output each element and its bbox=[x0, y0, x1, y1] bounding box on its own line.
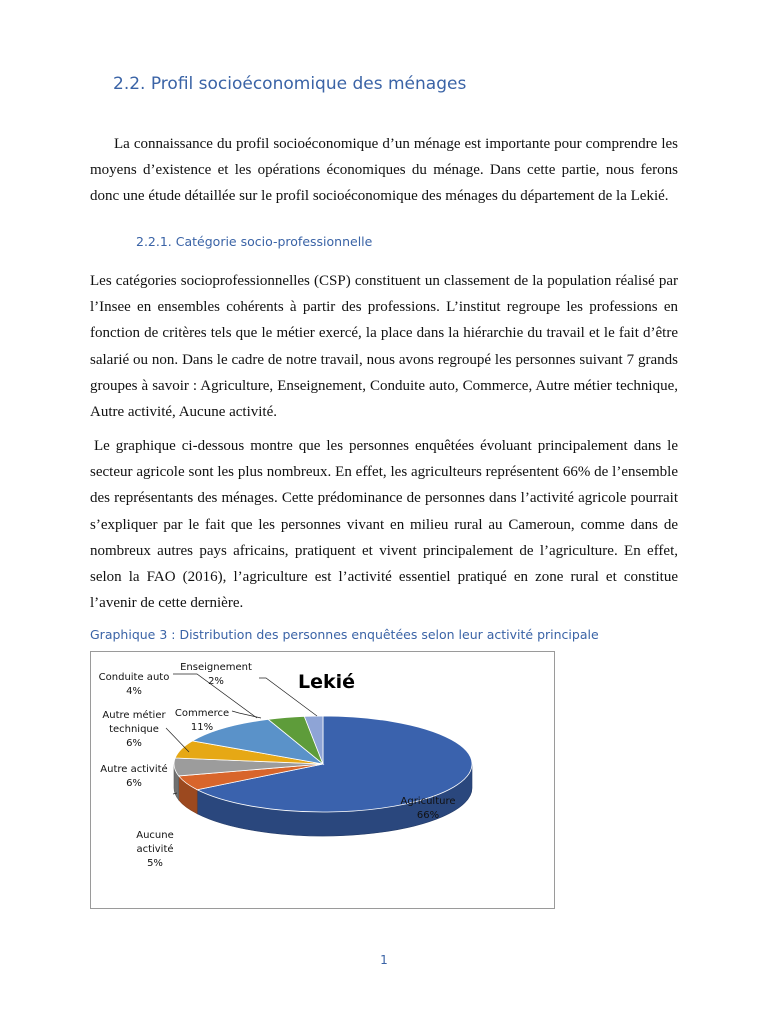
subsection-heading: 2.2.1. Catégorie socio-professionnelle bbox=[136, 234, 373, 249]
pie-chart bbox=[90, 651, 555, 909]
data-label-autre-metier-technique: Autre métier technique 6% bbox=[102, 710, 166, 749]
leader-line-commerce bbox=[232, 711, 261, 718]
page-number: 1 bbox=[380, 953, 388, 967]
data-label-agriculture: Agriculture 66% bbox=[400, 796, 456, 821]
pie-chart-svg bbox=[91, 652, 554, 908]
data-label-conduite-auto: Conduite auto 4% bbox=[98, 672, 170, 697]
data-label-commerce: Commerce 11% bbox=[174, 708, 230, 733]
chart-title: Lekié bbox=[298, 671, 356, 693]
figure-caption: Graphique 3 : Distribution des personnes enquêtées selon leur activité principale bbox=[90, 627, 599, 642]
csp-paragraph: Les catégories socioprofessionnelles (CSP) constituent un classement de la population réalisé par l’Insee en ensembles cohérents à partir des professions. L’institut regroupe les professions en fonction de critères tels que le métier exercé, la place dans la hiérarchie du travail et le fait d’être salarié ou non. Dans le cadre de notre travail, nous avons regroupé les personnes suivant 7 grands groupes à savoir : Agriculture, Enseignement, Conduite auto, Commerce, Autre métier technique, Autre activité, Aucune activité. bbox=[90, 273, 678, 421]
section-heading: 2.2. Profil socioéconomique des ménages bbox=[113, 74, 467, 94]
data-label-autre-activite: Autre activité 6% bbox=[100, 764, 168, 789]
intro-paragraph: La connaissance du profil socioéconomique d’un ménage est importante pour comprendre les moyens d’existence et les opérations économiques du ménage. Dans cette partie, nous ferons donc une étude détaillée sur le profil socioéconomique des ménages du département de la Lekié. bbox=[90, 136, 678, 205]
data-label-aucune-activite: Aucune activité 5% bbox=[136, 830, 174, 869]
analysis-paragraph: Le graphique ci-dessous montre que les personnes enquêtées évoluant principalement dans le secteur agricole sont les plus nombreux. En effet, les agriculteurs représentent 66% de l’ensemble des représentants des ménages. Cette prédominance de personnes dans l’activité agricole pourrait s’expliquer par le fait que les personnes vivant en milieu rural au Cameroun, comme dans de nombreux autres pays africains, pratiquent et vivent principalement de l’agriculture. En effet, selon la FAO (2016), l’agriculture est l’activité essentiel pratiqué en zone rural et constitue l’avenir de cette dernière. bbox=[90, 438, 678, 612]
data-label-enseignement: Enseignement 2% bbox=[180, 662, 252, 687]
leader-line-autre-metier-technique bbox=[166, 728, 189, 752]
